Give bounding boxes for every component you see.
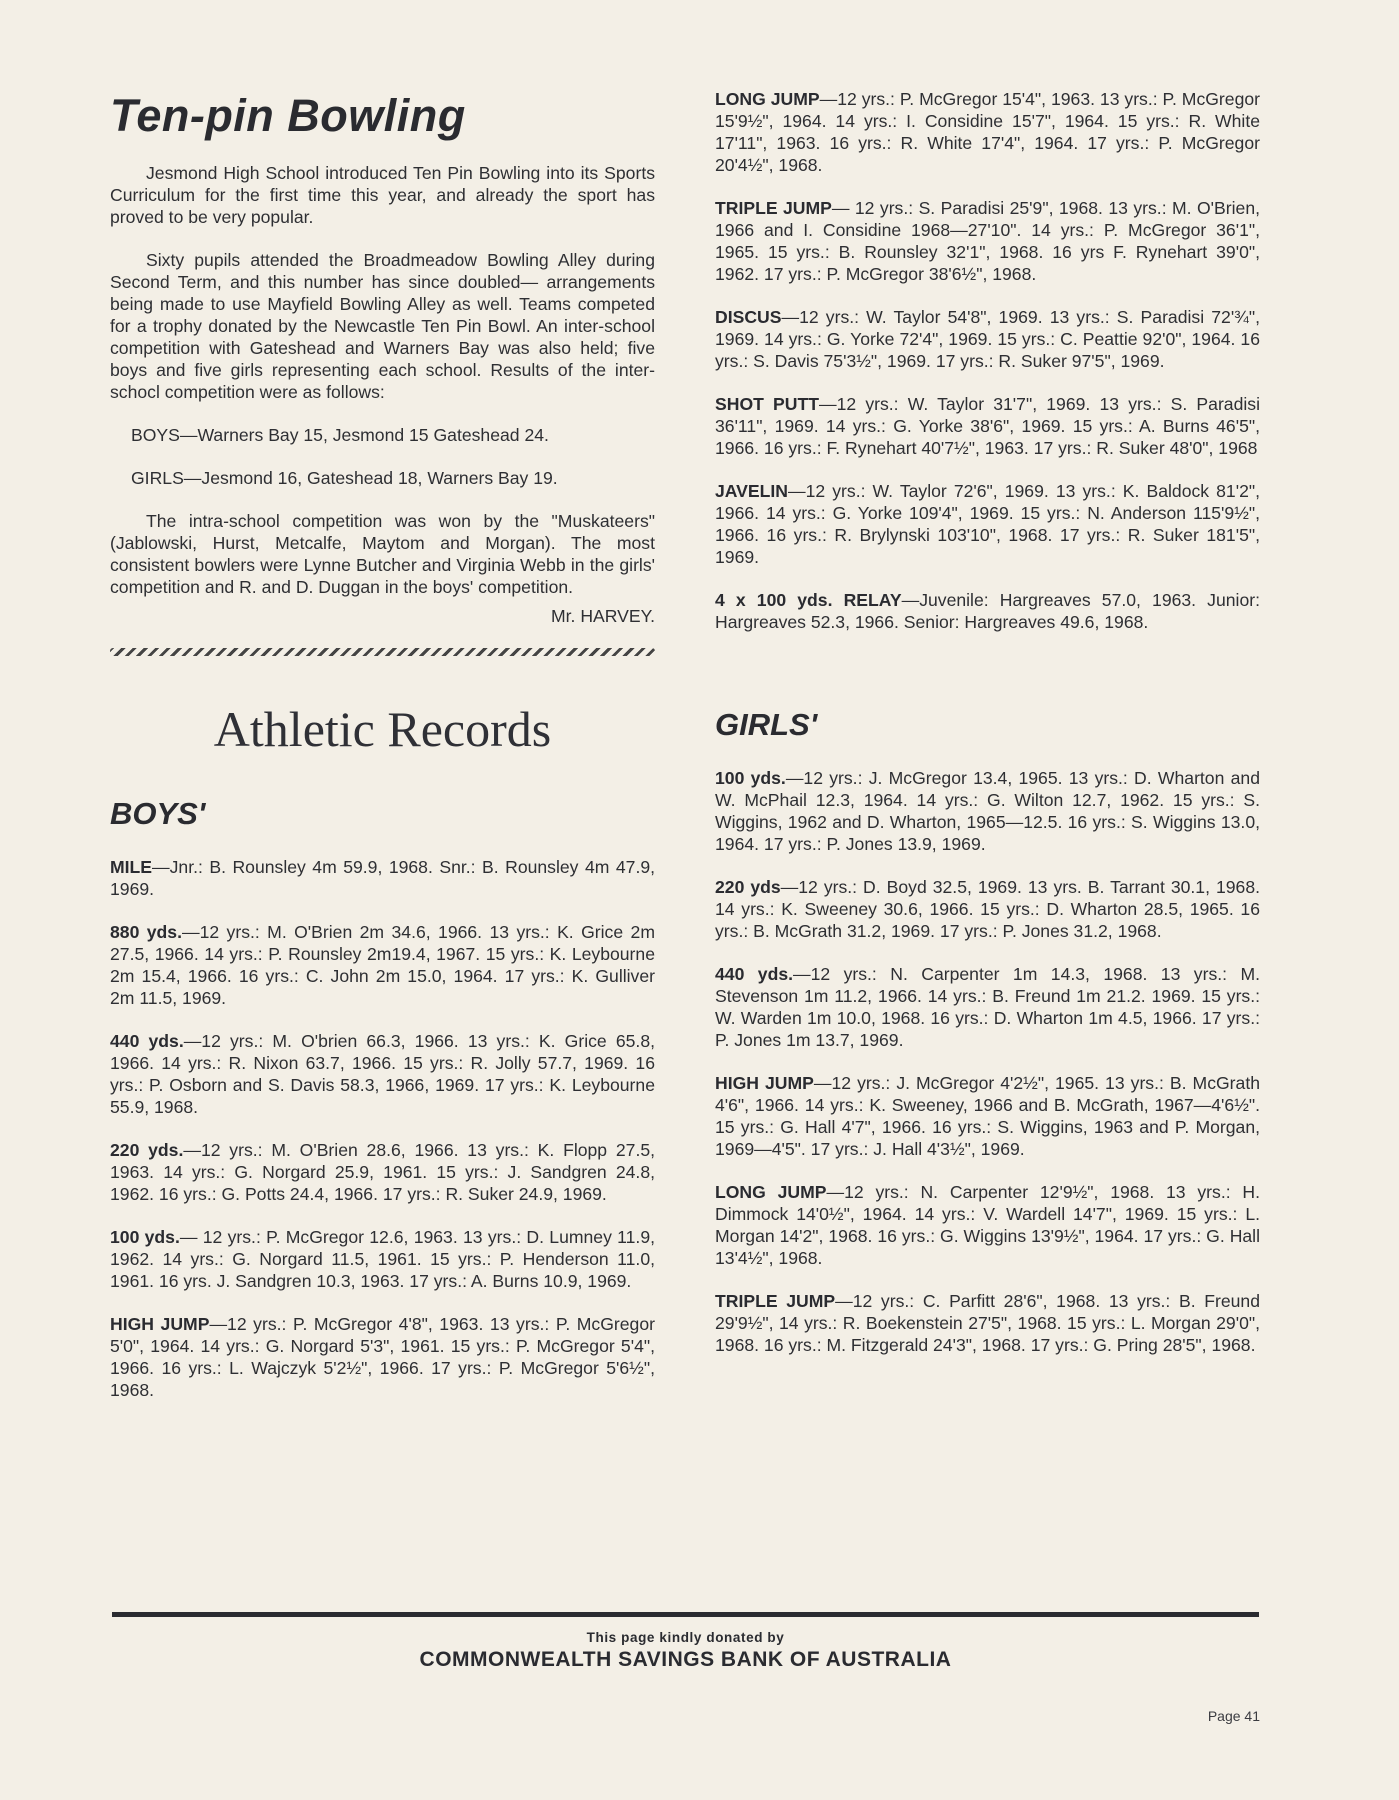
record-label: 220 yds [715,877,781,897]
record-text: —Juvenile: Hargreaves 57.0, 1963. Junior: Hargreaves 52.3, 1966. Senior: Hargreaves 49.6, 1968. [715,590,1260,632]
bowling-paragraph-3: The intra-school competition was won by the "Muskateers" (Jablowski, Hurst, Metcalfe, Maytom and Morgan). The most consistent bowlers were Lynne Butcher and Virginia Webb in the girls' competition and R. and D. Duggan in the boys' competition. [110,511,655,597]
record-entry [110,856,655,900]
record-entry [110,1313,655,1401]
record-entry [715,767,1260,855]
record-text: — 12 yrs.: S. Paradisi 25'9", 1968. 13 yrs.: M. O'Brien, 1966 and I. Considine 1968—27'10". 14 yrs.: P. McGregor 36'1", 1965. 15 yrs.: B. Rounsley 32'1", 1968. 16 yrs F. Rynehart 39'0", 1962. 17 yrs.: P. McGregor 38'6½", 1968. [715,198,1260,284]
record-label: MILE [110,857,153,877]
record-text: —12 yrs.: J. McGregor 4'2½", 1965. 13 yrs.: B. McGrath 4'6", 1966. 14 yrs.: K. Sweeney, 1966 and B. McGrath, 1967—4'6½". 15 yrs.: G. Hall 4'7", 1966. 16 yrs.: S. Wiggins, 1963 and P. Morgan, 1969—4'5". 17 yrs.: J. Hall 4'3½", 1969. [715,1073,1260,1159]
record-label: LONG JUMP [715,89,820,109]
donated-line: This page kindly donated by [586,1630,785,1645]
record-text: —12 yrs.: P. McGregor 4'8", 1963. 13 yrs.: P. McGregor 5'0", 1964. 14 yrs.: G. Norgard 5'3", 1961. 15 yrs.: P. McGregor 5'4", 1966. 16 yrs.: L. Wajczyk 5'2½", 1966. 17 yrs.: P. McGregor 5'6½", 1968. [110,1314,655,1400]
bowling-signature: Mr. HARVEY. [551,606,655,626]
right-column [715,88,1260,1377]
bowling-paragraph-1: Jesmond High School introduced Ten Pin Bowling into its Sports Curriculum for the first time this year, and already the sport has proved to be very popular. [110,163,655,227]
left-column [110,90,655,1422]
wavy-divider [110,648,655,656]
bowling-paragraph-2: Sixty pupils attended the Broadmeadow Bowling Alley during Second Term, and this number has since doubled— arrangements being made to use Mayfield Bowling Alley as well. Teams competed for a trophy donated by the Newcastle Ten Pin Bowl. An inter-school competition with Gateshead and Warners Bay was also held; five boys and five girls representing each school. Results of the inter-schocl competition were as follows: [110,250,655,402]
record-label: LONG JUMP [715,1182,827,1202]
record-text: —12 yrs.: J. McGregor 13.4, 1965. 13 yrs.: D. Wharton and W. McPhail 12.3, 1964. 14 yrs.: G. Wilton 12.7, 1962. 15 yrs.: S. Wiggins, 1962 and D. Wharton, 1965—12.5. 16 yrs.: S. Wiggins 13.0, 1964. 17 yrs.: P. Jones 13.9, 1969. [715,768,1260,854]
record-entry [110,1030,655,1118]
record-entry [715,1181,1260,1269]
record-entry [110,1139,655,1205]
record-label: 100 yds. [715,768,786,788]
girls-records [715,767,1260,1356]
record-text: —12 yrs.: C. Parfitt 28'6", 1968. 13 yrs.: B. Freund 29'9½", 14 yrs.: R. Boekenstein 27'5", 1968. 15 yrs.: L. Morgan 29'0", 1968. 16 yrs.: M. Fitzgerald 24'3", 1968. 17 yrs.: G. Pring 28'5", 1968. [715,1291,1260,1355]
record-label: DISCUS [715,307,782,327]
record-label: SHOT PUTT [715,394,819,414]
record-label: TRIPLE JUMP [715,198,832,218]
record-label: 440 yds. [715,964,793,984]
record-entry [715,306,1260,372]
record-label: 100 yds. [110,1227,180,1247]
record-entry [715,197,1260,285]
girls-heading: GIRLS' [715,707,818,742]
record-entry [715,876,1260,942]
record-text: — 12 yrs.: P. McGregor 12.6, 1963. 13 yrs.: D. Lumney 11.9, 1962. 14 yrs.: G. Norgard 11.5, 1961. 15 yrs.: P. Henderson 11.0, 1961. 16 yrs. J. Sandgren 10.3, 1963. 17 yrs.: A. Burns 10.9, 1969. [110,1227,655,1291]
record-text: —12 yrs.: W. Taylor 54'8", 1969. 13 yrs.: S. Paradisi 72'¾", 1969. 14 yrs.: G. Yorke 72'4", 1969. 15 yrs.: C. Peattie 92'0", 1964. 16 yrs.: S. Davis 75'3½", 1969. 17 yrs.: R. Suker 97'5", 1969. [715,307,1260,371]
record-entry [715,480,1260,568]
athletic-records-title: Athletic Records [213,701,552,757]
record-label: 4 x 100 yds. RELAY [715,590,902,610]
record-text: —12 yrs.: N. Carpenter 1m 14.3, 1968. 13 yrs.: M. Stevenson 1m 11.2, 1966. 14 yrs.: B. Freund 1m 21.2. 1969. 15 yrs.: W. Warden 1m 10.0, 1968. 16 yrs.: D. Wharton 1m 4.5, 1966. 17 yrs.: P. Jones 1m 13.7, 1969. [715,964,1261,1050]
record-entry [110,1226,655,1292]
record-text: —12 yrs.: P. McGregor 15'4", 1963. 13 yrs.: P. McGregor 15'9½", 1964. 14 yrs.: I. Considine 15'7", 1964. 15 yrs.: R. White 17'11", 1963. 16 yrs.: R. White 17'4", 1964. 17 yrs.: P. McGregor 20'4½", 1968. [715,89,1261,175]
boys-heading: BOYS' [110,796,206,831]
record-label: HIGH JUMP [715,1073,814,1093]
bowling-girls-result: GIRLS—Jesmond 16, Gateshead 18, Warners Bay 19. [131,468,558,488]
record-entry [110,921,655,1009]
record-label: 880 yds. [110,922,182,942]
record-text: —Jnr.: B. Rounsley 4m 59.9, 1968. Snr.: B. Rounsley 4m 47.9, 1969. [110,857,655,899]
bowling-boys-result: BOYS—Warners Bay 15, Jesmond 15 Gateshead 24. [131,425,549,445]
record-text: —12 yrs.: N. Carpenter 12'9½", 1968. 13 yrs.: H. Dimmock 14'0½", 1964. 14 yrs.: V. Wardell 14'7", 1969. 15 yrs.: L. Morgan 14'2", 1968. 16 yrs.: G. Wiggins 13'9½", 1964. 17 yrs.: G. Hall 13'4½", 1968. [715,1182,1261,1268]
sponsor-name: COMMONWEALTH SAVINGS BANK OF AUSTRALIA [419,1648,952,1671]
boys-records-right [715,88,1260,633]
record-text: —12 yrs.: W. Taylor 31'7", 1969. 13 yrs.: S. Paradisi 36'11", 1969. 14 yrs.: G. Yorke 38'6", 1969. 15 yrs.: A. Burns 46'5", 1966. 16 yrs.: F. Rynehart 40'7½", 1963. 17 yrs.: R. Suker 48'0", 1968 [715,394,1260,458]
record-text: —12 yrs.: W. Taylor 72'6", 1969. 13 yrs.: K. Baldock 81'2", 1966. 14 yrs.: G. Yorke 109'4", 1969. 15 yrs.: N. Anderson 115'9½", 1966. 16 yrs.: R. Brylynski 103'10", 1968. 17 yrs.: R. Suker 181'5", 1969. [715,481,1260,567]
record-label: JAVELIN [715,481,788,501]
record-label: HIGH JUMP [110,1314,210,1334]
record-text: —12 yrs.: M. O'Brien 28.6, 1966. 13 yrs.: K. Flopp 27.5, 1963. 14 yrs.: G. Norgard 25.9, 1961. 15 yrs.: J. Sandgren 24.8, 1962. 16 yrs.: G. Potts 24.4, 1966. 17 yrs.: R. Suker 24.9, 1969. [110,1140,656,1204]
record-entry [715,963,1260,1051]
boys-records-left [110,856,655,1401]
record-entry [715,1290,1260,1356]
record-entry [715,589,1260,633]
record-entry [715,88,1260,176]
bowling-title: Ten-pin Bowling [110,90,466,141]
page-number: Page 41 [1207,1708,1260,1724]
record-text: —12 yrs.: D. Boyd 32.5, 1969. 13 yrs. B. Tarrant 30.1, 1968. 14 yrs.: K. Sweeney 30.6, 1966. 15 yrs.: D. Wharton 28.5, 1965. 16 yrs.: B. McGrath 31.2, 1969. 17 yrs.: P. Jones 31.2, 1968. [715,877,1260,941]
record-text: —12 yrs.: M. O'brien 66.3, 1966. 13 yrs.: K. Grice 65.8, 1966. 14 yrs.: R. Nixon 63.7, 1966. 15 yrs.: R. Jolly 57.7, 1969. 16 yrs.: P. Osborn and S. Davis 58.3, 1966, 1969. 17 yrs.: K. Leybourne 55.9, 1968. [110,1031,655,1117]
record-label: 220 yds. [110,1140,184,1160]
record-label: TRIPLE JUMP [715,1291,836,1311]
footer-rule [112,1612,1259,1617]
record-label: 440 yds. [110,1031,184,1051]
record-entry [715,393,1260,459]
record-text: —12 yrs.: M. O'Brien 2m 34.6, 1966. 13 yrs.: K. Grice 2m 27.5, 1966. 14 yrs.: P. Rounsley 2m19.4, 1967. 15 yrs.: K. Leybourne 2m 15.4, 1966. 16 yrs.: C. John 2m 15.0, 1964. 17 yrs.: K. Gulliver 2m 11.5, 1969. [110,922,655,1008]
record-entry [715,1072,1260,1160]
